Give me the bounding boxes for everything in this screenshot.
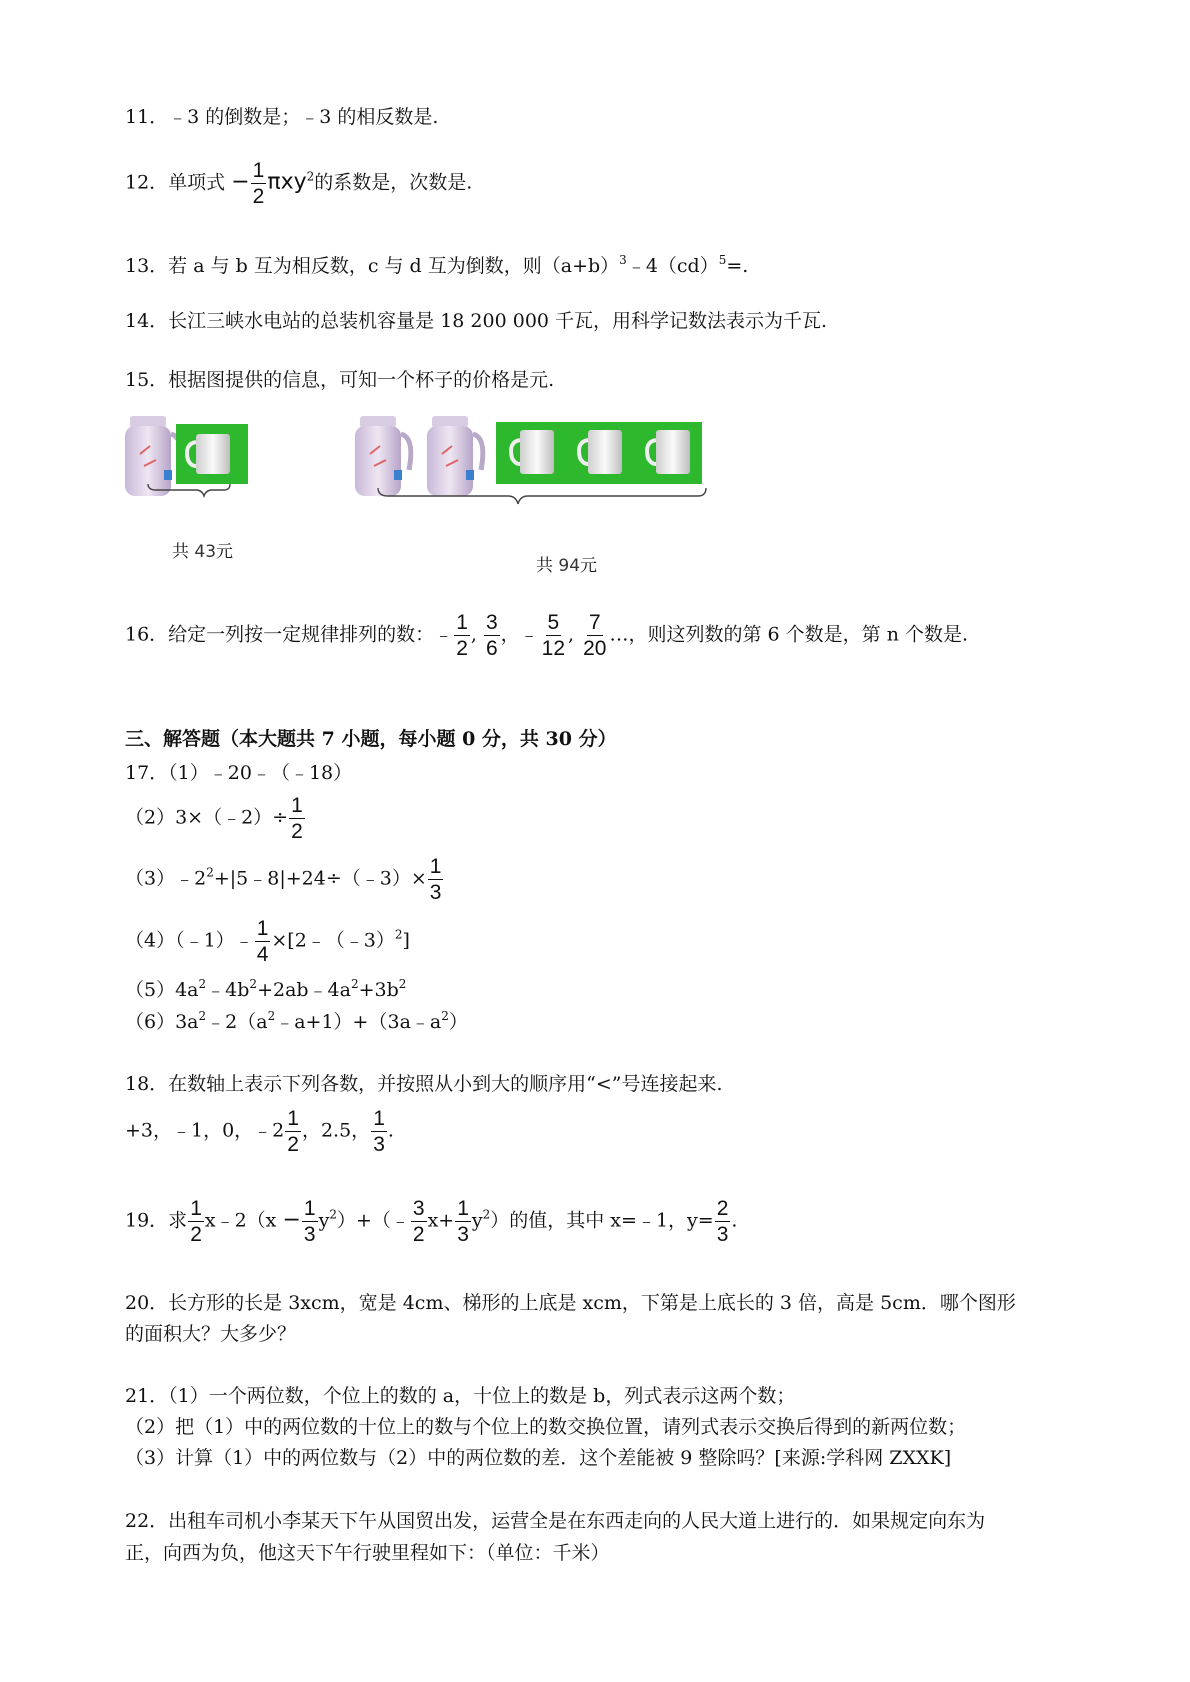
cup-row-icon [496,422,702,484]
question-16: 16．给定一列按一定规律排列的数：﹣ $\frac{1}{2}$ , $\frac{3}{6}$ ，﹣ $\frac{5}{12}$ , $\frac{7}{20}$ …，则这列数的第 6 个数是，第 n 个数是. [125,611,969,660]
price-label-2: 共 94元 [536,556,598,576]
question-20-line-2: 的面积大？大多少？ [125,1323,297,1345]
question-22-line-2: 正，向西为负，他这天下午行驶里程如下：（单位：千米） [125,1542,610,1564]
question-21-line-2: （2）把（1）中的两位数的十位上的数与个位上的数交换位置，请列式表示交换后得到的新两位数； [125,1416,967,1438]
q17-part-5: $(5)4a^2﹣4b^2+2ab﹣4a^2+3b^2$ [125,977,407,1001]
thermos-3-icon [427,416,483,496]
question-20-line-1: 20．长方形的长是 3xcm，宽是 4cm、梯形的上底是 xcm，下第是上底长的 3 倍，高是 5cm．哪个图形 [125,1292,1016,1314]
question-14: 14．长江三峡水电站的总装机容量是 18 200 000 千瓦，用科学记数法表示为千瓦. [125,310,828,332]
q17-part-3: $(3)﹣2^2+|5﹣8|+24\div(﹣3)\times$ $\frac{1}{3}$ [125,855,442,904]
question-21-line-3: （3）计算（1）中的两位数与（2）中的两位数的差．这个差能被 9 整除吗？[来源:学科网 ZXXK] [125,1447,952,1469]
q17-part-2: （2）3×（﹣2）÷ $\frac{1}{2}$ [125,794,303,843]
question-13: 13．若 a 与 b 互为相反数，c 与 d 互为倒数，则$(a+b)^3﹣4(cd)^5=$. [125,253,749,277]
thermos-cup-figure [120,414,760,534]
question-22-line-1: 22．出租车司机小李某天下午从国贸出发，运营全是在东西走向的人民大道上进行的．如果规定向东为 [125,1510,986,1532]
question-18-numbers: +3，﹣1，0，﹣2 $\frac{1}{2}$ ，2.5， $\frac{1}{3}$ . [125,1107,394,1156]
question-19: 19．求 $\frac{1}{2}$ x﹣2（x − $\frac{1}{3}$ $y^2)+(﹣$ $\frac{3}{2}$ x+ $\frac{1}{3}$ $y^2$）的值，其中 x=﹣1，y= $\frac{2}{3}$ . [125,1197,738,1246]
q17-part-6: $(6)3a^2﹣2(a^2﹣a+1)+(3a﹣a^2)$ [125,1009,468,1033]
q17-part-4: （4）（﹣1）﹣ $\frac{1}{4}$ ×[2﹣（﹣3）$^2$] [125,917,410,966]
section-3-heading: 三、解答题（本大题共 7 小题，每小题 0 分，共 30 分） [125,728,617,750]
price-label-1: 共 43元 [172,542,234,562]
brace-2 [378,488,706,504]
question-15: 15．根据图提供的信息，可知一个杯子的价格是元. [125,369,555,391]
question-12: 12．单项式 − $\frac{1}{2}$ πxy$^2$的系数是，次数是. [125,159,473,208]
question-18: 18．在数轴上表示下列各数，并按照从小到大的顺序用“<”号连接起来. [125,1073,723,1095]
thermos-2-icon [355,416,411,496]
thermos-1-icon [125,416,181,496]
question-11: 11．﹣3 的倒数是；﹣3 的相反数是. [125,106,439,128]
question-21-line-1: 21．（1）一个两位数，个位上的数的 a，十位上的数是 b，列式表示这两个数； [125,1385,796,1407]
q17-part-1: 17．（1）﹣20﹣（﹣18） [125,762,353,784]
